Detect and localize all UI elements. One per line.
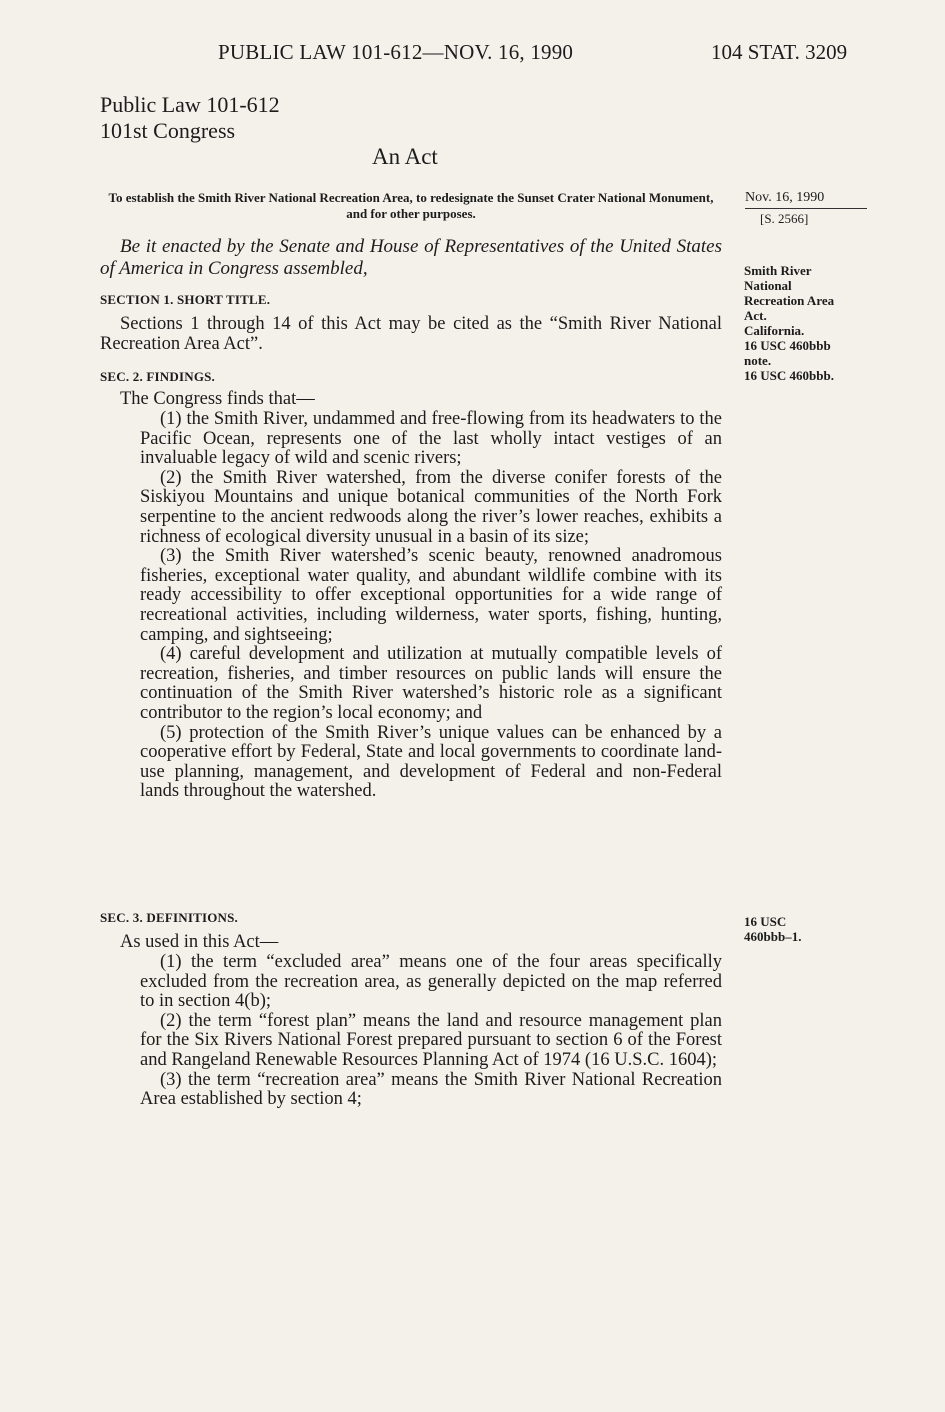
sidenote-line: 16 USC [744,914,787,929]
section-1-text: Sections 1 through 14 of this Act may be cited as the “Smith River National Recreation Area Act”. [100,314,722,354]
sidenote-line: California. [744,323,805,338]
definition-item: (3) the term “recreation area” means the Smith River National Recreation Area established by section 4; [140,1069,722,1110]
finding-item: (1) the Smith River, undammed and free-flowing from its headwaters to the Pacific Ocean, represents one of the last wholly intact vestiges of an invaluable legacy of wild and scenic rivers; [140,409,722,469]
section-3-definitions-list [140,953,722,1110]
section-3-intro: As used in this Act— [120,932,279,952]
sidenote-line: National [744,278,792,293]
sidenote-line: 16 USC 460bbb [744,338,831,353]
sidenote-block-2 [744,914,801,944]
an-act-heading: An Act [372,144,438,169]
section-2-intro-block [100,390,722,410]
public-law-number: Public Law 101-612 [100,92,280,117]
definition-item: (1) the term “excluded area” means one of the four areas specifically excluded from the recreation area, as generally depicted on the map referred to in section 4(b); [140,952,722,1012]
sidenote-line: note. [744,353,772,368]
finding-item: (2) the Smith River watershed, from the diverse conifer forests of the Siskiyou Mountains and unique botanical communities of the North Fork serpentine to the ancient redwoods along the river’s lower reaches, exhibits a richness of ecological diversity unusual in a basin of its size; [140,467,722,547]
sidenote-line: 460bbb–1. [744,929,802,944]
purpose-statement: To establish the Smith River National Recreation Area, to redesignate the Sunset Crater National Monument, and for other purposes. [108,190,714,221]
statute-reference: 104 STAT. 3209 [711,40,848,64]
section-1-heading: SECTION 1. SHORT TITLE. [100,292,271,307]
section-2-heading: SEC. 2. FINDINGS. [100,369,216,384]
sidenote-line: 16 USC 460bbb. [744,368,834,383]
congress-number: 101st Congress [100,118,236,143]
sidenote-block-1 [744,263,874,383]
finding-item: (3) the Smith River watershed’s scenic beauty, renowned anadromous fisheries, exceptional water quality, and abundant wildlife combine with its ready accessibility to offer exceptional opportunities for a wide range of recreational activities, including wilderness, water sports, fishing, hunting, camping, and sightseeing; [140,546,722,645]
sidenote-line: Smith River [744,263,812,278]
section-3-heading: SEC. 3. DEFINITIONS. [100,910,239,925]
finding-item: (4) careful development and utilization at mutually compatible levels of recreation, fisheries, and timber resources on public lands will ensure the continuation of the Smith River watershed’s historic role as a significant contributor to the region’s local economy; and [140,644,722,723]
enacting-clause: Be it enacted by the Senate and House of Representatives of the United States of America in Congress assembled, [100,236,722,279]
section-2-intro: The Congress finds that— [120,389,315,409]
section-2-findings-list [140,410,722,802]
sidenote-line: Recreation Area [744,293,835,308]
definition-item: (2) the term “forest plan” means the land and resource management plan for the Six Rivers National Forest prepared pursuant to section 6 of the Forest and Rangeland Renewable Resources Planning Act of 1974 (16 U.S.C. 1604); [140,1010,722,1070]
sidenote-bill-number: [S. 2566] [760,211,809,226]
running-head: PUBLIC LAW 101-612—NOV. 16, 1990 [218,40,574,64]
finding-item: (5) protection of the Smith River’s unique values can be enhanced by a cooperative effort by Federal, State and local governments to coordinate land-use planning, management, and development of Federal and non-Federal lands throughout the watershed. [140,722,722,802]
sidenote-line: Act. [744,308,767,323]
section-3-intro-block [100,933,722,953]
sidenote-date: Nov. 16, 1990 [745,190,825,205]
sidenote-date-rule [745,208,867,209]
section-1-body [100,315,722,354]
